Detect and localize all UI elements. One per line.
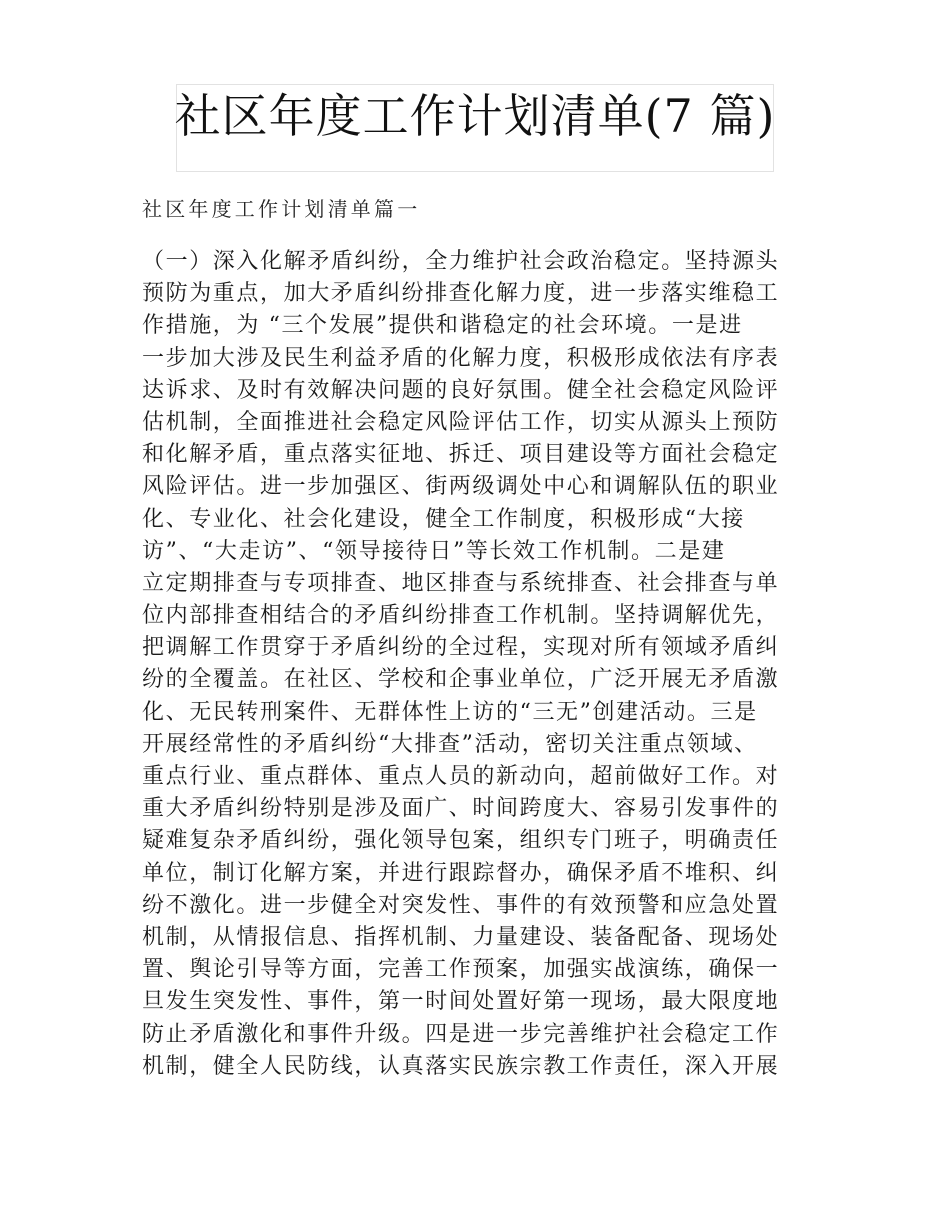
body-line: 机制，从情报信息、指挥机制、力量建设、装备配备、现场处 bbox=[142, 924, 780, 950]
body-line: 防止矛盾激化和事件升级。四是进一步完善维护社会稳定工作 bbox=[142, 1021, 780, 1047]
body-line: 纷的全覆盖。在社区、学校和企事业单位，广泛开展无矛盾激 bbox=[142, 667, 780, 693]
body-line: 疑难复杂矛盾纠纷，强化领导包案，组织专门班子，明确责任 bbox=[142, 828, 780, 854]
body-line: 位内部排查相结合的矛盾纠纷排查工作机制。坚持调解优先， bbox=[142, 603, 780, 629]
body-line: 化、专业化、社会化建设，健全工作制度，积极形成“大接 bbox=[142, 506, 745, 532]
body-line: 作措施，为 “三个发展”提供和谐稳定的社会环境。一是进 bbox=[142, 313, 743, 339]
body-line: 预防为重点，加大矛盾纠纷排查化解力度，进一步落实维稳工 bbox=[142, 281, 780, 307]
body-line: 风险评估。进一步加强区、街两级调处中心和调解队伍的职业 bbox=[142, 474, 780, 500]
body-line: 纷不激化。进一步健全对突发性、事件的有效预警和应急处置 bbox=[142, 892, 780, 918]
body-line: 和化解矛盾，重点落实征地、拆迁、项目建设等方面社会稳定 bbox=[142, 442, 780, 468]
body-paragraph bbox=[142, 246, 810, 1083]
body-line: 把调解工作贯穿于矛盾纠纷的全过程，实现对所有领域矛盾纠 bbox=[142, 635, 780, 661]
body-line: 达诉求、及时有效解决问题的良好氛围。健全社会稳定风险评 bbox=[142, 377, 780, 403]
body-line: 访”、“大走访”、“领导接待日”等长效工作机制。二是建 bbox=[142, 538, 726, 564]
body-line: 旦发生突发性、事件，第一时间处置好第一现场，最大限度地 bbox=[142, 989, 780, 1015]
body-line: 化、无民转刑案件、无群体性上访的“三无”创建活动。三是 bbox=[142, 699, 758, 725]
section-heading: 社区年度工作计划清单篇一 bbox=[142, 197, 421, 221]
body-line: 立定期排查与专项排查、地区排查与系统排查、社会排查与单 bbox=[142, 570, 780, 596]
body-line: 置、舆论引导等方面，完善工作预案，加强实战演练，确保一 bbox=[142, 957, 780, 983]
body-line: 一步加大涉及民生利益矛盾的化解力度，积极形成依法有序表 bbox=[142, 345, 780, 371]
body-line: 估机制，全面推进社会稳定风险评估工作，切实从源头上预防 bbox=[142, 409, 780, 435]
body-line: 单位，制订化解方案，并进行跟踪督办，确保矛盾不堆积、纠 bbox=[142, 860, 780, 886]
body-line: （一）深入化解矛盾纠纷，全力维护社会政治稳定。坚持源头 bbox=[142, 249, 780, 274]
body-line: 重大矛盾纠纷特别是涉及面广、时间跨度大、容易引发事件的 bbox=[142, 796, 780, 822]
body-line: 重点行业、重点群体、重点人员的新动向，超前做好工作。对 bbox=[142, 764, 780, 789]
body-line: 开展经常性的矛盾纠纷“大排查”活动，密切关注重点领域、 bbox=[142, 731, 758, 757]
body-line: 机制，健全人民防线，认真落实民族宗教工作责任，深入开展 bbox=[142, 1053, 780, 1079]
document-title: 社区年度工作计划清单(7 篇) bbox=[174, 89, 776, 143]
